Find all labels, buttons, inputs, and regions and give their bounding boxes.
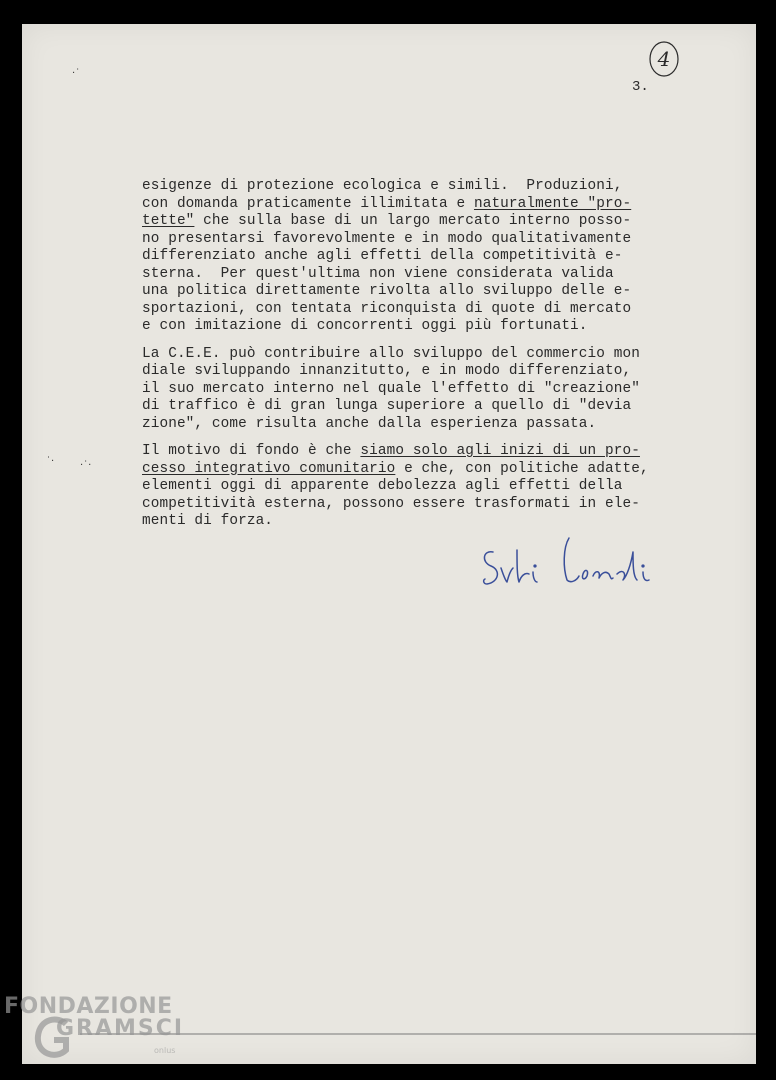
text-line [142,381,682,399]
text-segment: sterna. Per quest'ultima non viene considerata valida [142,265,614,282]
text-segment: differenziato anche agli effetti della competitività e- [142,248,623,264]
text-segment: una politica direttamente rivolta allo sviluppo delle e- [142,283,632,299]
text-segment: Il motivo di fondo è che [142,443,361,459]
text-segment: con domanda praticamente illimitata e [142,195,474,212]
text-segment: il suo mercato interno nel quale l'effetto di "creazione" [142,380,640,397]
underlined-text: cesso integrativo comunitario [142,460,396,477]
fondazione-gramsci-watermark [4,994,204,1074]
sheet-number: 3. [632,79,649,95]
text-line [142,416,682,434]
text-line [142,266,682,284]
text-line [142,346,682,364]
text-line [142,478,682,496]
underlined-text: siamo solo agli inizi di un pro- [360,443,640,459]
text-line [142,178,682,196]
text-segment: di traffico è di gran lunga superiore a quello di "devia [142,398,632,414]
text-segment: menti di forza. [142,513,274,529]
text-line [142,318,682,336]
text-line [142,231,682,249]
text-line [142,461,682,479]
text-segment: e che, con politiche adatte, [395,460,649,477]
text-segment: La C.E.E. può contribuire allo sviluppo del commercio mon [142,345,640,362]
text-segment: competitività esterna, possono essere trasformati in ele- [142,495,640,512]
text-line [142,496,682,514]
paragraph [142,178,682,336]
text-segment: e con imitazione di concorrenti oggi più fortunati. [142,318,588,334]
watermark-line2: GRAMSCI [56,1016,185,1041]
paragraph [142,346,682,434]
text-segment: che sulla base di un largo mercato interno posso- [194,213,632,229]
text-line [142,196,682,214]
signature-text: Silvio Leonardi [477,524,484,525]
underlined-text: naturalmente "pro- [473,195,632,212]
handwritten-signature [477,524,667,594]
underlined-text: tette" [142,213,195,229]
text-line [142,301,682,319]
circled-page-number [648,40,680,78]
body-text [142,178,682,541]
watermark-sub: onlus [154,1046,176,1055]
text-line [142,213,682,231]
text-line [142,363,682,381]
text-segment: diale sviluppando innanzitutto, e in modo differenziato, [142,363,632,379]
margin-mark-left-2: ·˙· [80,460,92,471]
text-segment: elementi oggi di apparente debolezza agli effetti della [142,478,623,494]
circled-number-text: 4 [657,47,671,71]
text-line [142,283,682,301]
paragraph [142,443,682,531]
document-page [22,24,756,1064]
text-segment: sportazioni, con tentata riconquista di quote di mercato [142,300,632,317]
text-segment: zione", come risulta anche dalla esperienza passata. [142,415,597,432]
text-line [142,443,682,461]
watermark-line1: FONDAZIONE [4,994,173,1019]
text-line [142,398,682,416]
text-line [142,248,682,266]
margin-mark-top: ·˙ [72,68,81,79]
margin-mark-left: ˙· [46,456,55,467]
text-segment: no presentarsi favorevolmente e in modo qualitativamente [142,230,632,247]
text-segment: esigenze di protezione ecologica e simili. Produzioni, [142,178,623,194]
